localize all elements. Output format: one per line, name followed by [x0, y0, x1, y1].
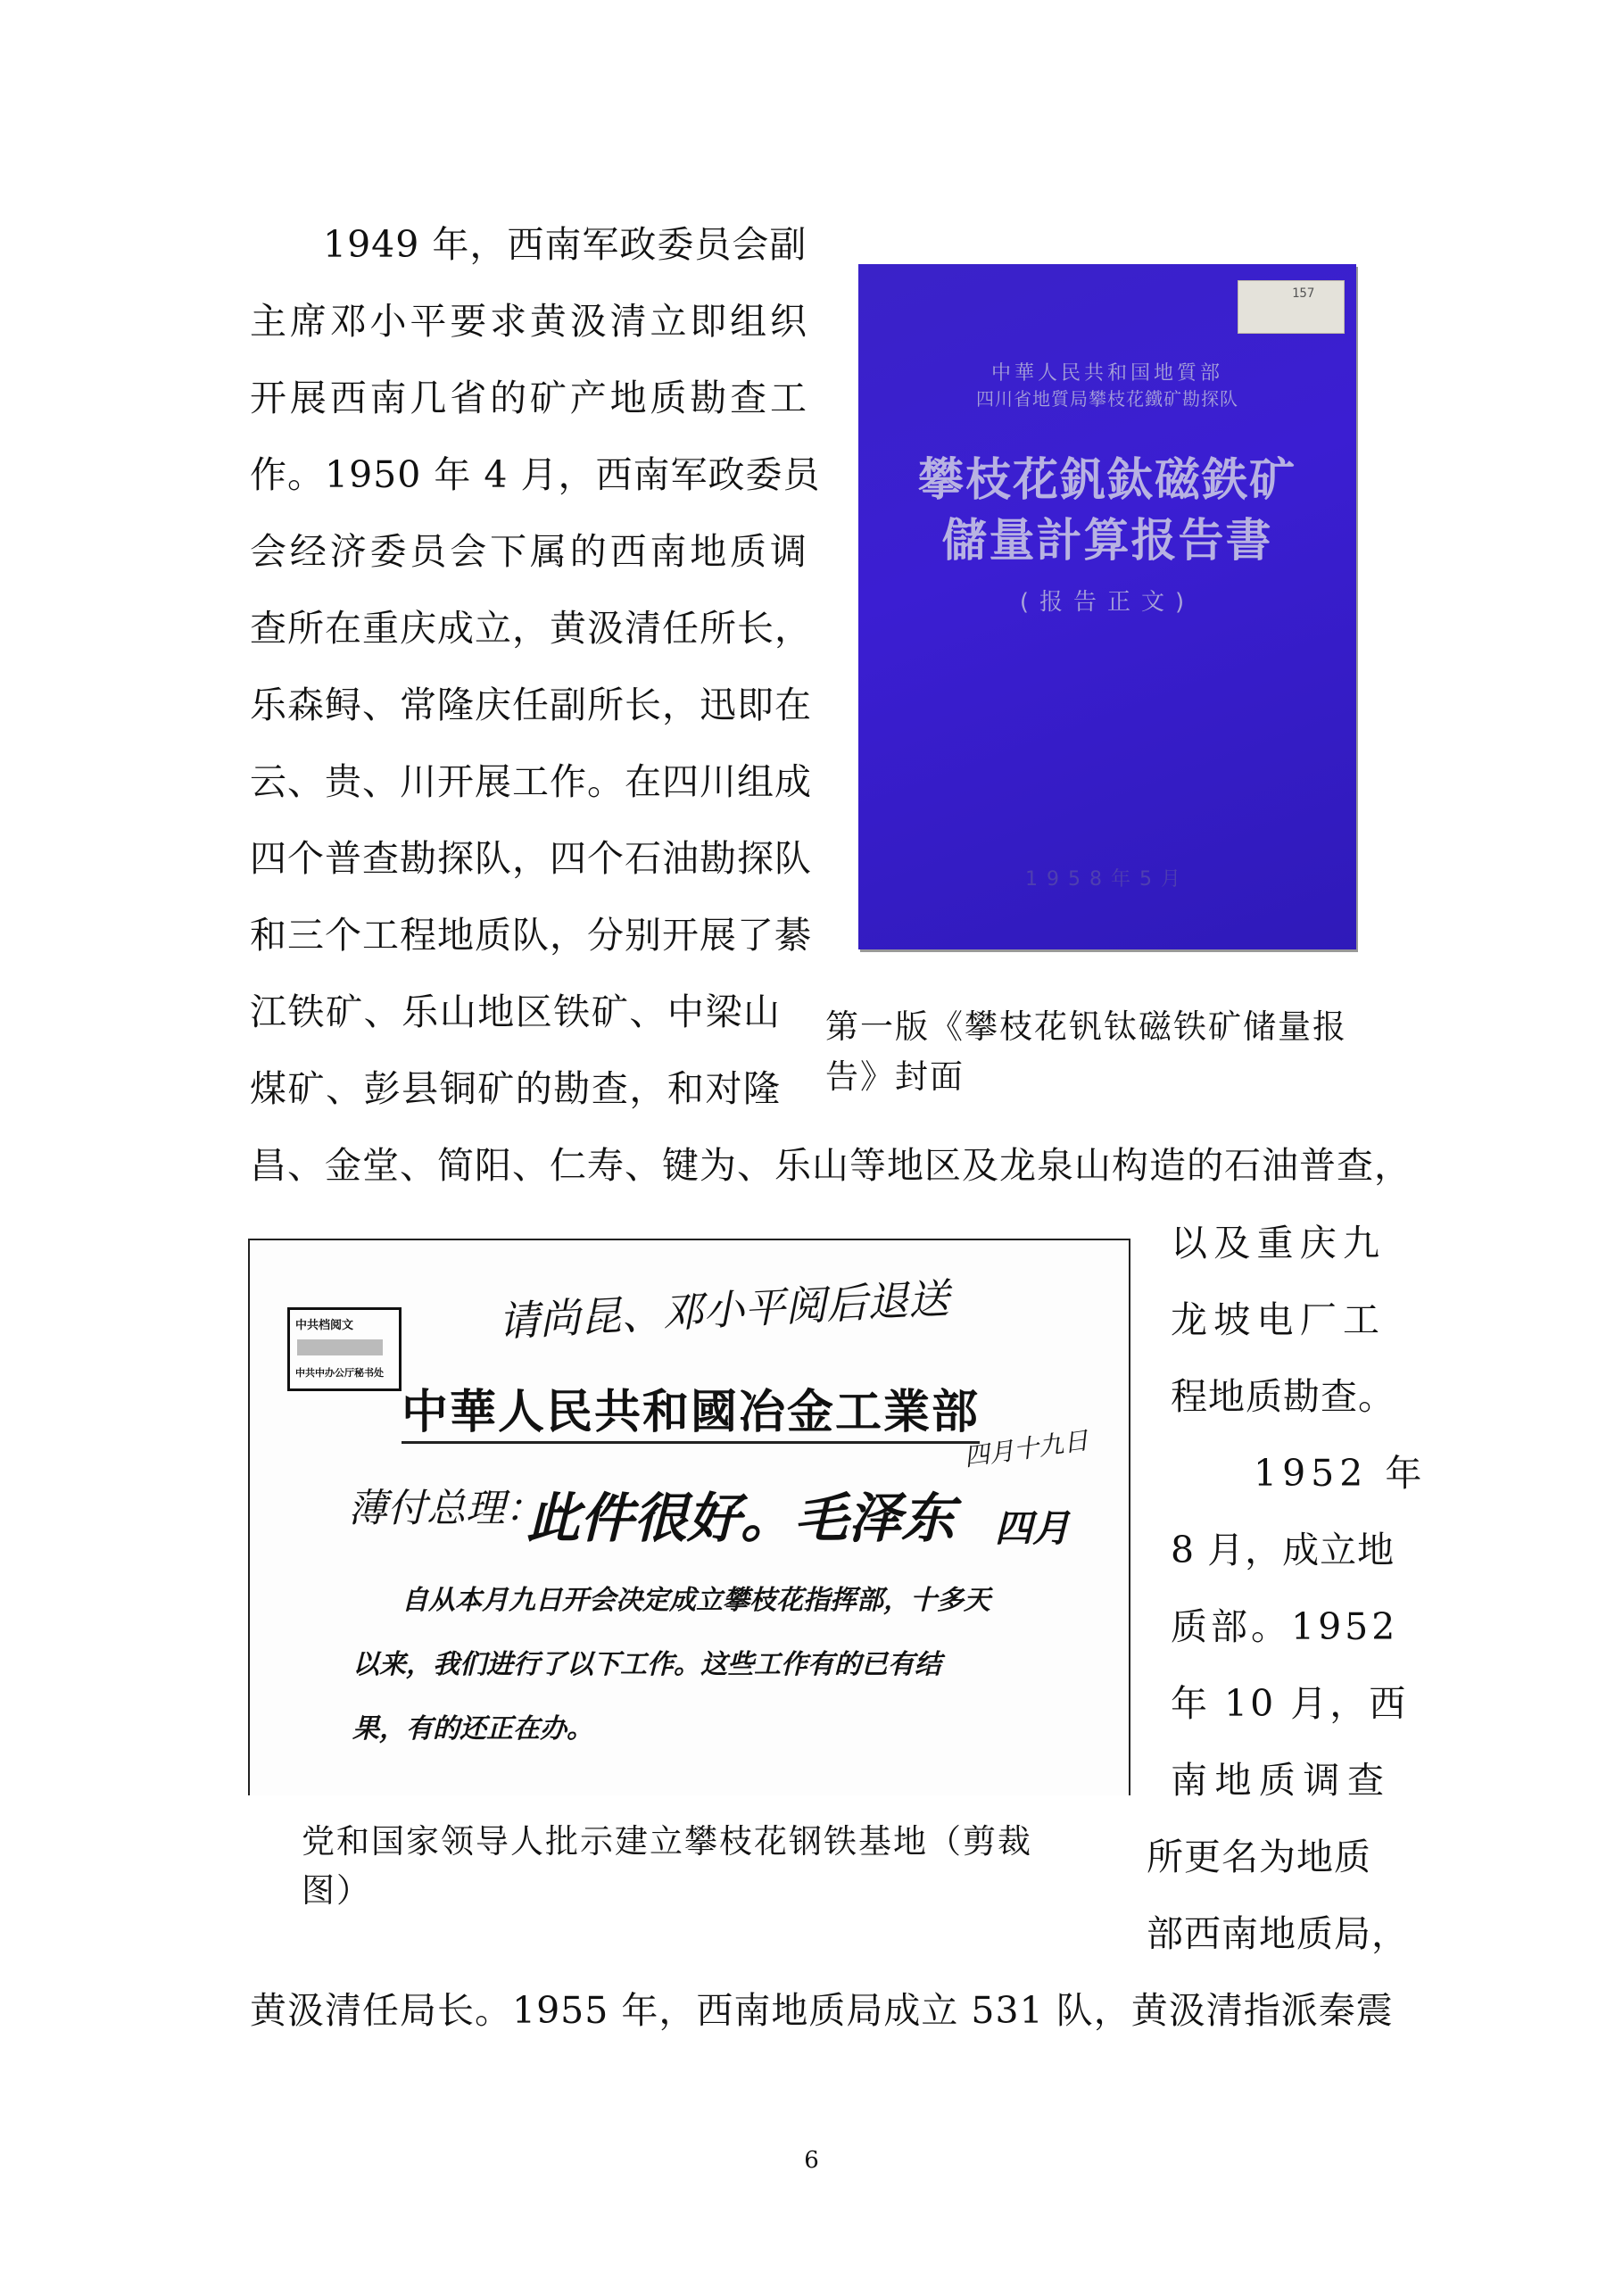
right-line-10: 部西南地质局， — [1147, 1912, 1409, 1955]
letter-line-3: 果，有的还正在办。 — [352, 1713, 593, 1745]
body-line-11: 江铁矿、乐山地区铁矿、中梁山 — [250, 991, 781, 1033]
body-line-8: 云、贵、川开展工作。在四川组成 — [250, 760, 812, 803]
approval-note: 此件很好。毛泽东 — [526, 1488, 955, 1550]
salutation: 薄付总理： — [348, 1486, 544, 1531]
body-line-7: 乐森鲟、常隆庆任副所长，迅即在 — [250, 684, 812, 726]
letter-image — [248, 1239, 1130, 1795]
annotation-top: 请尚昆、邓小平阅后退送 — [497, 1273, 951, 1347]
body-line-4: 作。1950 年 4 月，西南军政委员 — [250, 453, 821, 496]
right-line-7: 年 10 月，西 — [1171, 1682, 1409, 1725]
right-line-5: 8 月，成立地 — [1171, 1529, 1395, 1571]
letterhead: 中華人民共和國冶金工業部 — [402, 1374, 980, 1444]
body-line-5: 会经济委员会下属的西南地质调 — [250, 530, 807, 573]
right-line-8: 南地质调查 — [1171, 1759, 1385, 1802]
body-line-3: 开展西南几省的矿产地质勘查工 — [250, 377, 807, 419]
cover-caption-line-1: 第一版《攀枝花钒钛磁铁矿储量报 — [825, 1007, 1347, 1046]
right-line-1: 以及重庆九 — [1171, 1222, 1385, 1264]
body-line-2: 主席邓小平要求黄汲清立即组织 — [250, 300, 807, 343]
right-line-2: 龙坡电厂工 — [1171, 1298, 1385, 1341]
report-cover-image — [858, 264, 1356, 949]
cover-title-line-2: 儲量計算报告書 — [941, 515, 1273, 568]
body-line-10: 和三个工程地质队，分别开展了綦 — [250, 914, 812, 957]
right-line-9: 所更名为地质 — [1147, 1836, 1371, 1878]
right-line-6: 质部。1952 — [1171, 1605, 1399, 1648]
cover-org-line-1: 中華人民共和国地質部 — [990, 362, 1223, 385]
body-line-1: 1949 年，西南军政委员会副 — [323, 223, 807, 266]
page-number: 6 — [804, 2147, 819, 2174]
annotation-date: 四月十九日 — [962, 1425, 1090, 1472]
archive-stamp: 中共档阅文 中共中办公厅秘书处 — [287, 1307, 402, 1391]
cover-subtitle: (报告正文) — [1019, 589, 1196, 616]
letter-caption-line-1: 党和国家领导人批示建立攀枝花钢铁基地（剪裁 — [302, 1822, 1032, 1861]
cover-title-line-1: 攀枝花釩鈦磁鉄矿 — [917, 454, 1296, 507]
body-line-full-1: 昌、金堂、简阳、仁寿、键为、乐山等地区及龙泉山构造的石油普查， — [250, 1144, 1412, 1187]
letter-line-2: 以来，我们进行了以下工作。这些工作有的已有结 — [352, 1649, 941, 1680]
cover-org-line-2: 四川省地質局攀枝花鐵矿勘探队 — [976, 388, 1238, 410]
letter-line-1: 自从本月九日开会决定成立攀枝花指挥部，十多天 — [402, 1585, 990, 1616]
right-line-3: 程地质勘查。 — [1171, 1375, 1395, 1418]
cover-date: 1958年5月 — [1025, 868, 1189, 891]
body-line-6: 查所在重庆成立，黄汲清任所长， — [250, 607, 812, 650]
cover-caption-line-2: 告》封面 — [825, 1057, 965, 1096]
right-line-4: 1952 年 — [1254, 1452, 1428, 1495]
library-sticker: 157 — [1238, 280, 1345, 334]
body-line-12: 煤矿、彭县铜矿的勘查，和对隆 — [250, 1067, 781, 1110]
approval-date: 四月 — [995, 1506, 1071, 1550]
letter-caption-line-2: 图） — [302, 1871, 371, 1910]
body-line-full-2: 黄汲清任局长。1955 年，西南地质局成立 531 队，黄汲清指派秦震 — [250, 1989, 1394, 2032]
body-line-9: 四个普查勘探队，四个石油勘探队 — [250, 837, 812, 880]
